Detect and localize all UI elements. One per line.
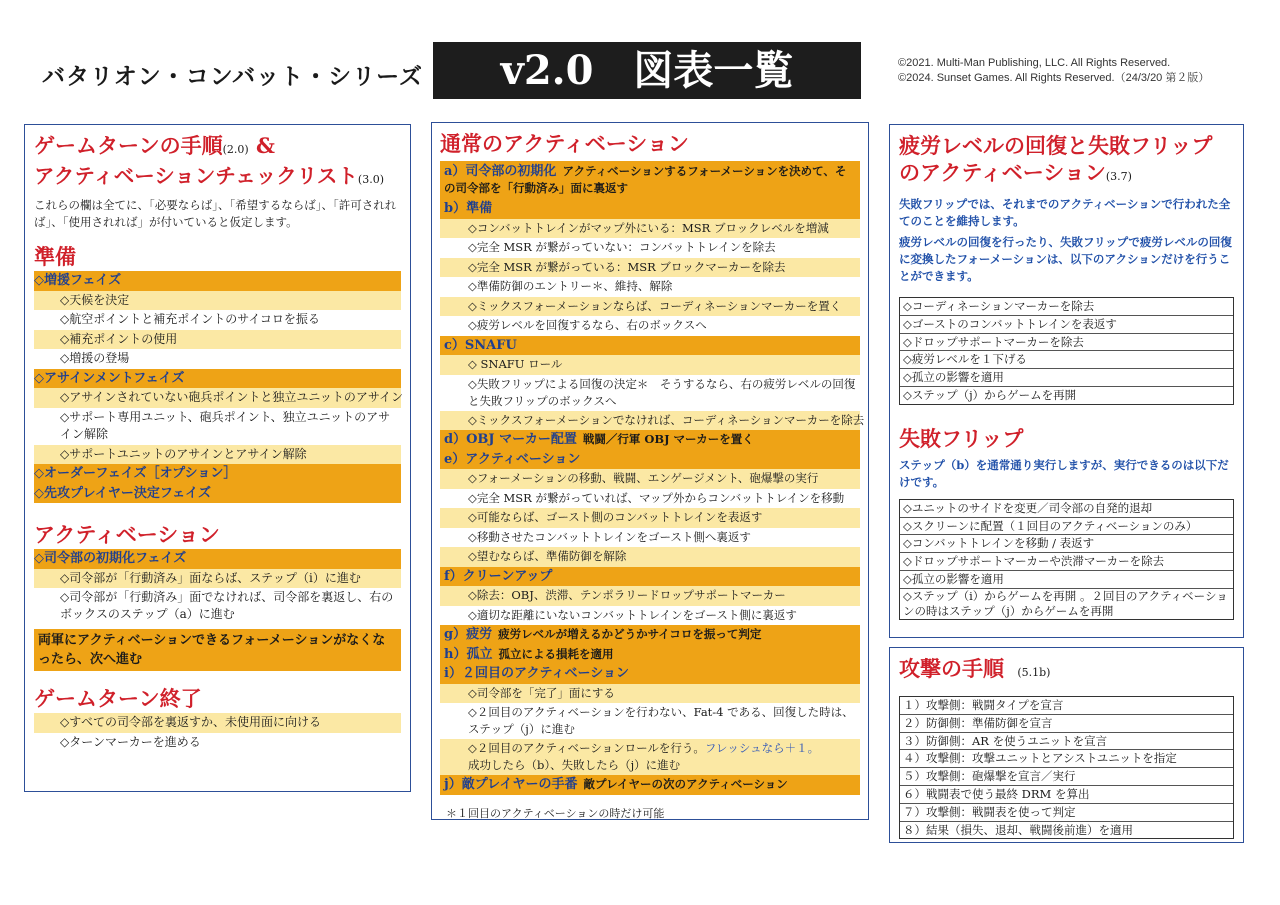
step-description: アクティベーションするフォーメーションを決めて、その司令部を「行動済み」面に裏返す: [444, 164, 847, 195]
activation-sub-step: [440, 489, 860, 509]
activation-step-header: [440, 161, 860, 199]
activation-note: 両軍にアクティベーションできるフォーメーションがなくなったら、次へ進む: [34, 629, 401, 671]
list-item: ◇ステップ（i）からゲームを再開 。２回目のアクティベーションの時はステップ（j）からゲームを再開: [903, 588, 1228, 618]
list-item: ４）攻撃側：攻撃ユニットとアシストユニットを指定: [900, 750, 1233, 768]
footnote: ＊１回目のアクティベーションの時だけ可能: [446, 806, 665, 820]
step-description: 孤立による損耗を適用: [498, 646, 614, 661]
step-row: ◇補充ポイントの使用: [34, 330, 401, 350]
prep-title: 準備: [34, 244, 76, 269]
phase-row: ◇先攻プレイヤー決定フェイズ: [34, 484, 401, 504]
activation-step-header: [440, 450, 860, 470]
activation-sub-step: [440, 469, 860, 489]
blurb-1: 失敗フリップでは、それまでのアクティベーションで行われた全てのことを維持します。: [899, 197, 1231, 228]
step-label: c）SNAFU: [444, 337, 517, 353]
sub-step-text: ◇ミックスフォーメーションならば、コーディネーションマーカーを置く: [468, 298, 842, 313]
sub-step-text: ◇コンバットトレインがマップ外にいる：MSR ブロックレベルを増減: [468, 220, 829, 235]
rule-ref: (3.7): [1105, 170, 1132, 183]
list-item: ◇ドロップサポートマーカーを除去: [900, 334, 1233, 352]
phase-row: ◇オーダーフェイズ［オプション］: [34, 464, 401, 484]
copyright: [898, 56, 1209, 86]
list-item: ◇ゴーストのコンバットトレインを表返す: [900, 316, 1233, 334]
sub-step-text: ◇完全 MSR が繋がっていない：コンバットトレインを除去: [468, 240, 776, 254]
step-description: 敵プレイヤーの次のアクティベーション: [583, 777, 788, 791]
sub-step-text: ◇フォーメーションの移動、戦闘、エンゲージメント、砲爆撃の実行: [468, 471, 819, 485]
series-title: バタリオン・コンバット・シリーズ: [42, 63, 424, 90]
step-label: e）アクティベーション: [444, 451, 581, 467]
activation-sub-step: [440, 508, 860, 528]
list-item: ７）攻撃側：戦闘表を使って判定: [900, 804, 1233, 822]
activation-step-header: [440, 645, 860, 665]
activation-sub-step: [440, 219, 860, 239]
step-label: g）疲労: [444, 627, 493, 642]
fatigue-recovery-panel: [889, 124, 1244, 638]
activation-step-header: [440, 567, 860, 587]
panel-title: [34, 132, 401, 163]
step-row: ◇すべての司令部を裏返すか、未使用面に向ける: [34, 713, 401, 733]
end-list: [34, 713, 401, 752]
sub-step-text: ◇ SNAFU ロール: [468, 357, 563, 371]
step-row: ◇サポート専用ユニット、砲兵ポイント、独立ユニットのアサイン解除: [34, 408, 401, 445]
sub-step-text: ◇司令部を「完了」面にする: [468, 685, 615, 700]
main-title: v2.0 図表一覧: [433, 42, 861, 99]
sub-step-text: ◇疲労レベルを回復するなら、右のボックスへ: [468, 318, 707, 332]
phase-row: ◇司令部の初期化フェイズ: [34, 549, 401, 569]
step-row: ◇サポートユニットのアサインとアサイン解除: [34, 445, 401, 465]
activation-title: アクティベーション: [34, 522, 220, 547]
phase-row: ◇アサインメントフェイズ: [34, 369, 401, 389]
title-line-2: アクティベーションチェックリスト: [34, 164, 358, 188]
attack-step-list: [899, 696, 1234, 839]
activation-step-header: [440, 664, 860, 684]
title-text: 攻撃の手順: [899, 656, 1004, 681]
list-item: ◇コンバットトレインを移動 / 表返す: [900, 535, 1233, 553]
activation-sub-step: [440, 411, 865, 431]
list-item: ３）防御側：AR を使うユニットを宣言: [900, 733, 1233, 751]
activation-sub-step: [440, 528, 860, 548]
sub-step-text: ◇可能ならば、ゴースト側のコンバットトレインを表返す: [468, 510, 763, 524]
list-item: ◇スクリーンに配置（１回目のアクティベーションのみ）: [900, 518, 1233, 536]
rule-ref: (2.0): [222, 143, 249, 156]
sub-step-text: ◇完全 MSR が繋がっている：MSR ブロックマーカーを除去: [468, 259, 786, 274]
sub-step-text: ◇適切な距離にいないコンバットトレインをゴースト側に裏返す: [468, 607, 797, 622]
attack-procedure-panel: [889, 647, 1244, 843]
step-row: ◇司令部が「行動済み」面でなければ、司令部を裏返し、右のボックスのステップ（a）に進む: [34, 588, 401, 625]
list-item: ◇コーディネーションマーカーを除去: [900, 298, 1233, 316]
step-label: i）２回目のアクティベーション: [444, 666, 629, 681]
activation-step-header: [440, 430, 860, 450]
list-item: ◇孤立の影響を適用: [900, 369, 1233, 387]
step-row: ◇ターンマーカーを進める: [34, 733, 401, 753]
list-item: ６）戦闘表で使う最終 DRM を算出: [900, 786, 1233, 804]
step-row: ◇天候を決定: [34, 291, 401, 311]
activation-sub-step: [440, 238, 860, 258]
rule-ref: (3.0): [357, 173, 384, 186]
activation-sub-step: [440, 258, 860, 278]
activation-steps: [440, 161, 865, 795]
ampersand: &: [255, 133, 275, 158]
activation-sub-step: [440, 586, 860, 606]
phase-row: ◇増援フェイズ: [34, 271, 401, 291]
fail-flip-list: [899, 499, 1234, 620]
panel-title: 疲労レベルの回復と失敗フリップ: [899, 133, 1213, 158]
activation-sub-step: [440, 277, 860, 297]
activation-sub-step: [440, 297, 860, 317]
list-item: ◇疲労レベルを１下げる: [900, 351, 1233, 369]
list-item: ◇ドロップサポートマーカーや渋滞マーカーを除去: [900, 553, 1233, 571]
list-item: １）攻撃側：戦闘タイプを宣言: [900, 697, 1233, 715]
panel-title: [899, 655, 1234, 686]
activation-sub-step: [440, 739, 860, 775]
sub-step-text: ◇完全 MSR が繋がっていれば、マップ外からコンバットトレインを移動: [468, 490, 845, 505]
panel-title-2: [34, 163, 401, 193]
intro-text: これらの欄は全てに、「必要ならば」、「希望するならば」、「許可されれば」、「使用されれば」が付いていると仮定します。: [34, 198, 397, 229]
sub-step-text: ◇移動させたコンバットトレインをゴースト側へ裏返す: [468, 529, 751, 544]
sub-step-text: ◇失敗フリップによる回復の決定＊ そうするなら、右の疲労レベルの回復と失敗フリップのボックスへ: [468, 376, 856, 408]
activation-step-header: [440, 775, 860, 795]
activation-sub-step: [440, 375, 860, 411]
recovery-action-list: [899, 297, 1234, 405]
title-line-1: ゲームターンの手順: [34, 133, 223, 158]
activation-step-header: [440, 199, 860, 219]
normal-activation-panel: [431, 122, 869, 820]
activation-sub-step: [440, 606, 860, 626]
sub-step-text: ◇ミックスフォーメーションでなければ、コーディネーションマーカーを除去: [468, 412, 865, 427]
sub-step-text: ◇準備防御のエントリー＊、維持、解除: [468, 279, 673, 293]
activation-sub-step: [440, 703, 860, 739]
prep-list: [34, 271, 404, 503]
step-row: ◇航空ポイントと補充ポイントのサイコロを振る: [34, 310, 401, 330]
turn-sequence-panel: [24, 124, 411, 792]
step-description: 疲労レベルが増えるかどうかサイコロを振って判定: [498, 627, 762, 641]
step-label: a）司令部の初期化: [444, 164, 557, 179]
blurb-2: 疲労レベルの回復を行ったり、失敗フリップで疲労レベルの回復に変換したフォーメーションは、以下のアクションだけを行うことができます。: [899, 235, 1232, 283]
end-title: ゲームターン終了: [34, 686, 202, 711]
list-item: ２）防御側：準備防御を宣言: [900, 715, 1233, 733]
sub-step-text: ◇除去：OBJ、渋滞、テンポラリードロップサポートマーカー: [468, 588, 786, 602]
step-row: ◇アサインされていない砲兵ポイントと独立ユニットのアサイン: [34, 388, 401, 408]
list-item: ８）結果（損失、退却、戦闘後前進）を適用: [903, 822, 1133, 837]
step-description: 戦闘／行軍 OBJ マーカーを置く: [582, 432, 754, 446]
step-label: f）クリーンアップ: [444, 568, 553, 584]
activation-step-header: [440, 336, 860, 356]
fail-flip-title: 失敗フリップ: [899, 425, 1024, 451]
step-label: h）孤立: [444, 646, 493, 662]
activation-sub-step: [440, 684, 860, 704]
list-item: ◇孤立の影響を適用: [900, 571, 1233, 589]
copyright-line-2: ©2024. Sunset Games. All Rights Reserved.（24/3/20 第２版）: [898, 72, 1210, 84]
step-label: j）敵プレイヤーの手番: [444, 777, 578, 792]
sub-step-continuation: 成功したら（b）、失敗したら（j）に進む: [468, 758, 681, 772]
step-row: ◇司令部が「行動済み」面ならば、ステップ（i）に進む: [34, 569, 401, 589]
activation-list: [34, 549, 401, 625]
fresh-bonus-note: フレッシュなら＋１。: [704, 741, 820, 755]
rule-ref: (5.1b): [1017, 666, 1051, 679]
list-item: ◇ステップ（j）からゲームを再開: [903, 387, 1077, 402]
step-row: ◇増援の登場: [34, 349, 401, 369]
step-label: b）準備: [444, 201, 493, 216]
list-item: ５）攻撃側：砲爆撃を宣言／実行: [900, 768, 1233, 786]
activation-sub-step: [440, 355, 860, 375]
list-item: ◇ユニットのサイドを変更／司令部の自発的退却: [900, 500, 1233, 518]
activation-step-header: [440, 625, 860, 645]
page-header: [0, 0, 1280, 112]
sub-step-text: ◇２回目のアクティベーションロールを行う。: [468, 741, 705, 755]
panel-title: 通常のアクティベーション: [440, 131, 689, 156]
copyright-line-1: ©2021. Multi-Man Publishing, LLC. All Rights Reserved.: [898, 57, 1171, 69]
sub-step-text: ◇望むならば、準備防御を解除: [468, 549, 627, 563]
step-label: d）OBJ マーカー配置: [444, 432, 577, 447]
activation-sub-step: [440, 316, 860, 336]
panel-title-2: [899, 159, 1234, 190]
fail-flip-blurb: ステップ（b）を通常通り実行しますが、実行できるのは以下だけです。: [899, 457, 1229, 489]
sub-step-text: ◇２回目のアクティベーションを行わない、Fat-4 である、回復した時は、ステップ（j）に進む: [468, 705, 854, 736]
activation-sub-step: [440, 547, 860, 567]
title-line-2: のアクティベーション: [899, 160, 1106, 185]
